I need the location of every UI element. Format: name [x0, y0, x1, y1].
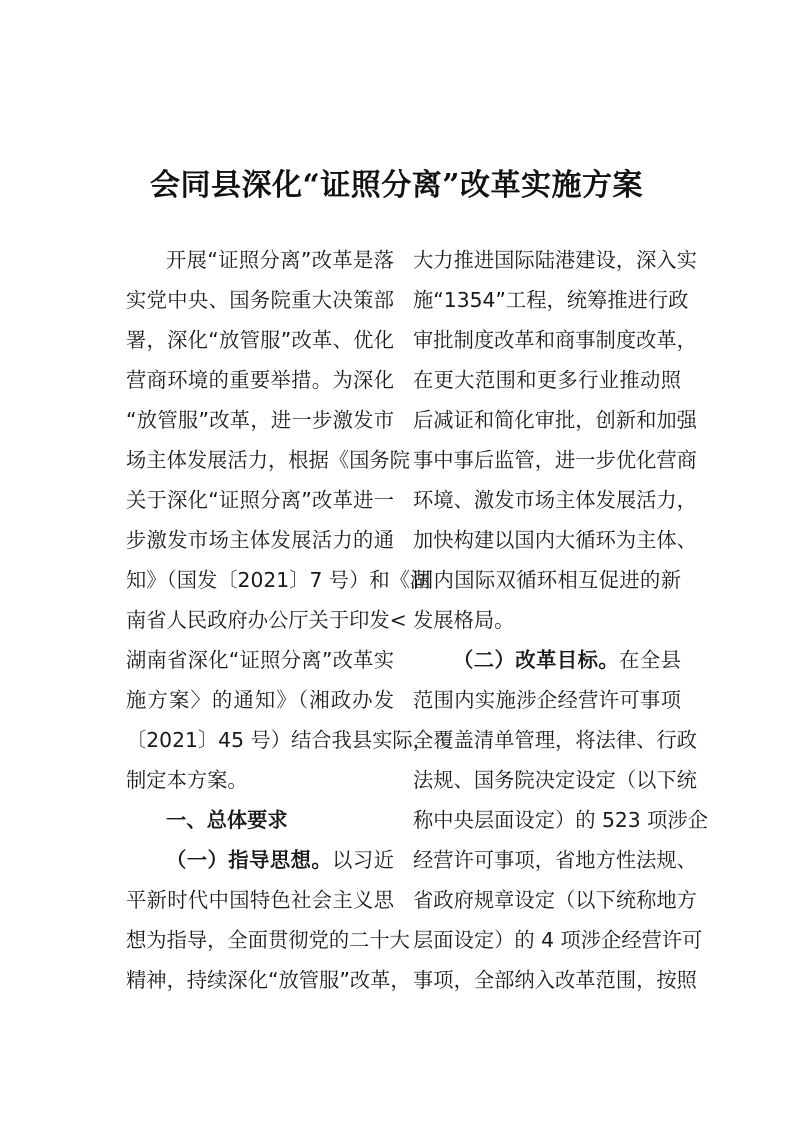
text-line: [413, 800, 708, 840]
text-line: [413, 560, 681, 600]
line-text: 经营许可事项，省地方性法规、: [413, 848, 697, 872]
text-line: [126, 240, 394, 280]
line-text: 湖南省深化“证照分离”改革实: [126, 648, 394, 672]
line-text: 省政府规章设定（以下统称地方: [413, 888, 697, 912]
line-text: 施“1354”工程，统筹推进行政: [413, 288, 689, 312]
text-line: [413, 960, 697, 1000]
text-line: [413, 640, 681, 680]
line-text: “放管服”改革，进一步激发市: [126, 408, 394, 432]
text-line: [413, 880, 697, 920]
line-text: 施方案〉的通知》（湘政办发: [126, 688, 394, 712]
line-text: 知》（国发〔2021〕7 号）和《湖: [126, 568, 431, 592]
text-line: [413, 280, 689, 320]
line-text: 全覆盖清单管理，将法律、行政: [413, 728, 697, 752]
text-line: [413, 840, 697, 880]
right-text-column: [413, 240, 708, 1000]
text-line: [126, 440, 410, 480]
line-text: 环境、激发市场主体发展活力，: [413, 488, 697, 512]
section-heading: 一、总体要求: [166, 808, 288, 832]
line-text: 事中事后监管，进一步优化营商: [413, 448, 697, 472]
line-text: 开展“证照分离”改革是落: [166, 248, 394, 272]
text-line: [126, 920, 410, 960]
text-line: [413, 320, 697, 360]
line-text: 在更大范围和更多行业推动照: [413, 368, 681, 392]
line-text: 事项，全部纳入改革范围，按照: [413, 968, 697, 992]
text-line: [126, 600, 407, 640]
left-text-column: [126, 240, 433, 1000]
line-text: 加快构建以国内大循环为主体、: [413, 528, 697, 552]
text-line: [126, 280, 394, 320]
line-text: 制定本方案。: [126, 768, 248, 792]
line-text: 〔2021〕45 号）结合我县实际，: [126, 728, 433, 752]
text-line: [126, 720, 433, 760]
line-text: 南省人民政府办公厅关于印发<: [126, 608, 407, 632]
subsection-heading: （二）改革目标。: [453, 648, 620, 672]
line-text: 在全县: [619, 648, 681, 672]
text-line: [413, 480, 697, 520]
line-text: 步激发市场主体发展活力的通: [126, 528, 394, 552]
text-line: [126, 520, 394, 560]
text-line: [413, 520, 697, 560]
line-text: 平新时代中国特色社会主义思: [126, 888, 394, 912]
subsection-heading: （一）指导思想。: [166, 848, 333, 872]
line-text: 发展格局。: [413, 608, 515, 632]
text-line: [126, 320, 394, 360]
text-line: [413, 920, 703, 960]
text-line: [413, 360, 681, 400]
text-line: [126, 880, 394, 920]
line-text: 审批制度改革和商事制度改革，: [413, 328, 697, 352]
text-line: [126, 680, 394, 720]
text-line: [126, 840, 394, 880]
line-text: 范围内实施涉企经营许可事项: [413, 688, 681, 712]
line-text: 精神，持续深化“放管服”改革，: [126, 968, 411, 992]
line-text: 营商环境的重要举措。为深化: [126, 368, 394, 392]
text-line: [126, 640, 394, 680]
text-line: [126, 480, 394, 520]
text-line: [126, 360, 394, 400]
line-text: 法规、国务院决定设定（以下统: [413, 768, 697, 792]
line-text: 关于深化“证照分离”改革进一: [126, 488, 394, 512]
text-line: [126, 800, 394, 840]
text-line: [413, 760, 697, 800]
text-line: [413, 400, 697, 440]
line-text: 署，深化“放管服”改革、优化: [126, 328, 394, 352]
line-text: 称中央层面设定）的 523 项涉企: [413, 808, 708, 832]
line-text: 国内国际双循环相互促进的新: [413, 568, 681, 592]
line-text: 想为指导，全面贯彻党的二十大: [126, 928, 410, 952]
text-line: [126, 400, 394, 440]
line-text: 后减证和简化审批，创新和加强: [413, 408, 697, 432]
text-line: [126, 560, 431, 600]
line-text: 实党中央、国务院重大决策部: [126, 288, 394, 312]
text-line: [413, 240, 697, 280]
line-text: 场主体发展活力，根据《国务院: [126, 448, 410, 472]
text-line: [413, 680, 681, 720]
text-line: [126, 960, 411, 1000]
text-line: [126, 760, 394, 800]
text-line: [413, 440, 697, 480]
line-text: 以习近: [332, 848, 394, 872]
line-text: 层面设定）的 4 项涉企经营许可: [413, 928, 703, 952]
text-line: [413, 720, 697, 760]
document-title: 会同县深化“证照分离”改革实施方案: [149, 168, 643, 203]
line-text: 大力推进国际陆港建设，深入实: [413, 248, 697, 272]
text-line: [413, 600, 681, 640]
